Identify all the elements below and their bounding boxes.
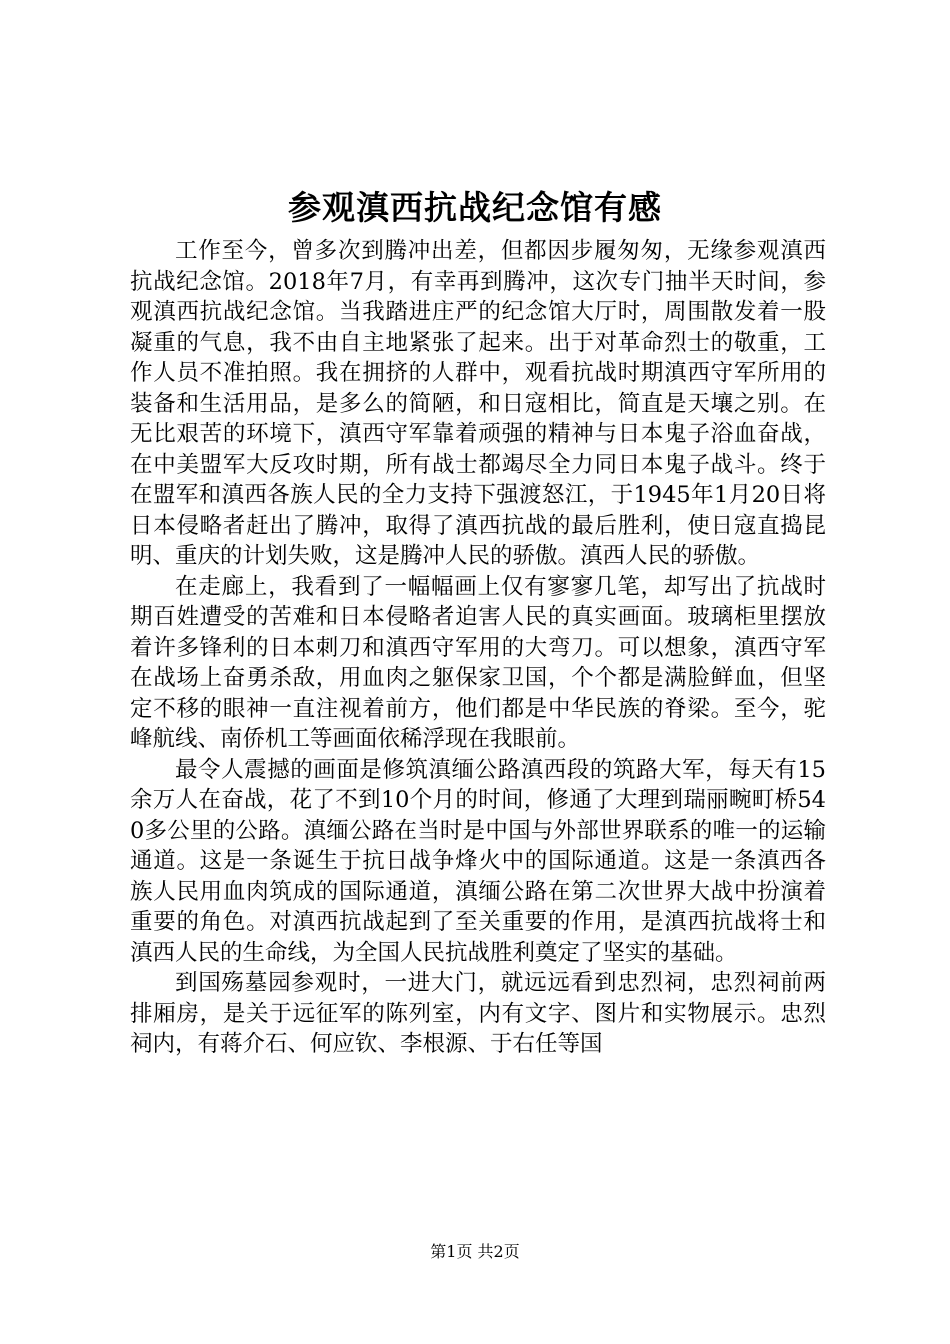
document-body [130, 236, 826, 1060]
paragraph: 最令人震撼的画面是修筑滇缅公路滇西段的筑路大军，每天有15余万人在奋战，花了不到10个月的时间，修通了大理到瑞丽畹町桥540多公里的公路。滇缅公路在当时是中国与外部世界联系的唯一的运输通道。这是一条诞生于抗日战争烽火中的国际通道。这是一条滇西各族人民用血肉筑成的国际通道，滇缅公路在第二次世界大战中扮演着重要的角色。对滇西抗战起到了至关重要的作用，是滇西抗战将士和滇西人民的生命线，为全国人民抗战胜利奠定了坚实的基础。 [130, 756, 826, 966]
paragraph: 到国殇墓园参观时，一进大门，就远远看到忠烈祠，忠烈祠前两排厢房，是关于远征军的陈列室，内有文字、图片和实物展示。忠烈祠内，有蒋介石、何应钦、李根源、于右任等国 [130, 970, 826, 1057]
paragraph: 工作至今，曾多次到腾冲出差，但都因步履匆匆，无缘参观滇西抗战纪念馆。2018年7月，有幸再到腾冲，这次专门抽半天时间，参观滇西抗战纪念馆。当我踏进庄严的纪念馆大厅时，周围散发着一股凝重的气息，我不由自主地紧张了起来。出于对革命烈士的敬重，工作人员不准拍照。我在拥挤的人群中，观看抗战时期滇西守军所用的装备和生活用品，是多么的简陋，和日寇相比，简直是天壤之别。在无比艰苦的环境下，滇西守军靠着顽强的精神与日本鬼子浴血奋战，在中美盟军大反攻时期，所有战士都竭尽全力同日本鬼子战斗。终于在盟军和滇西各族人民的全力支持下强渡怒江，于1945年1月20日将日本侵略者赶出了腾冲，取得了滇西抗战的最后胜利，使日寇直捣昆明、重庆的计划失败，这是腾冲人民的骄傲。滇西人民的骄傲。 [130, 238, 826, 569]
document-title: 参观滇西抗战纪念馆有感 [288, 188, 662, 227]
page-footer: 第1页 共2页 [430, 1242, 520, 1261]
paragraph: 在走廊上，我看到了一幅幅画上仅有寥寥几笔，却写出了抗战时期百姓遭受的苦难和日本侵略者迫害人民的真实画面。玻璃柜里摆放着许多锋利的日本刺刀和滇西守军用的大弯刀。可以想象，滇西守军在战场上奋勇杀敌，用血肉之躯保家卫国，个个都是满脸鲜血，但坚定不移的眼神一直注视着前方，他们都是中华民族的脊梁。至今，驼峰航线、南侨机工等画面依稀浮现在我眼前。 [130, 573, 826, 752]
